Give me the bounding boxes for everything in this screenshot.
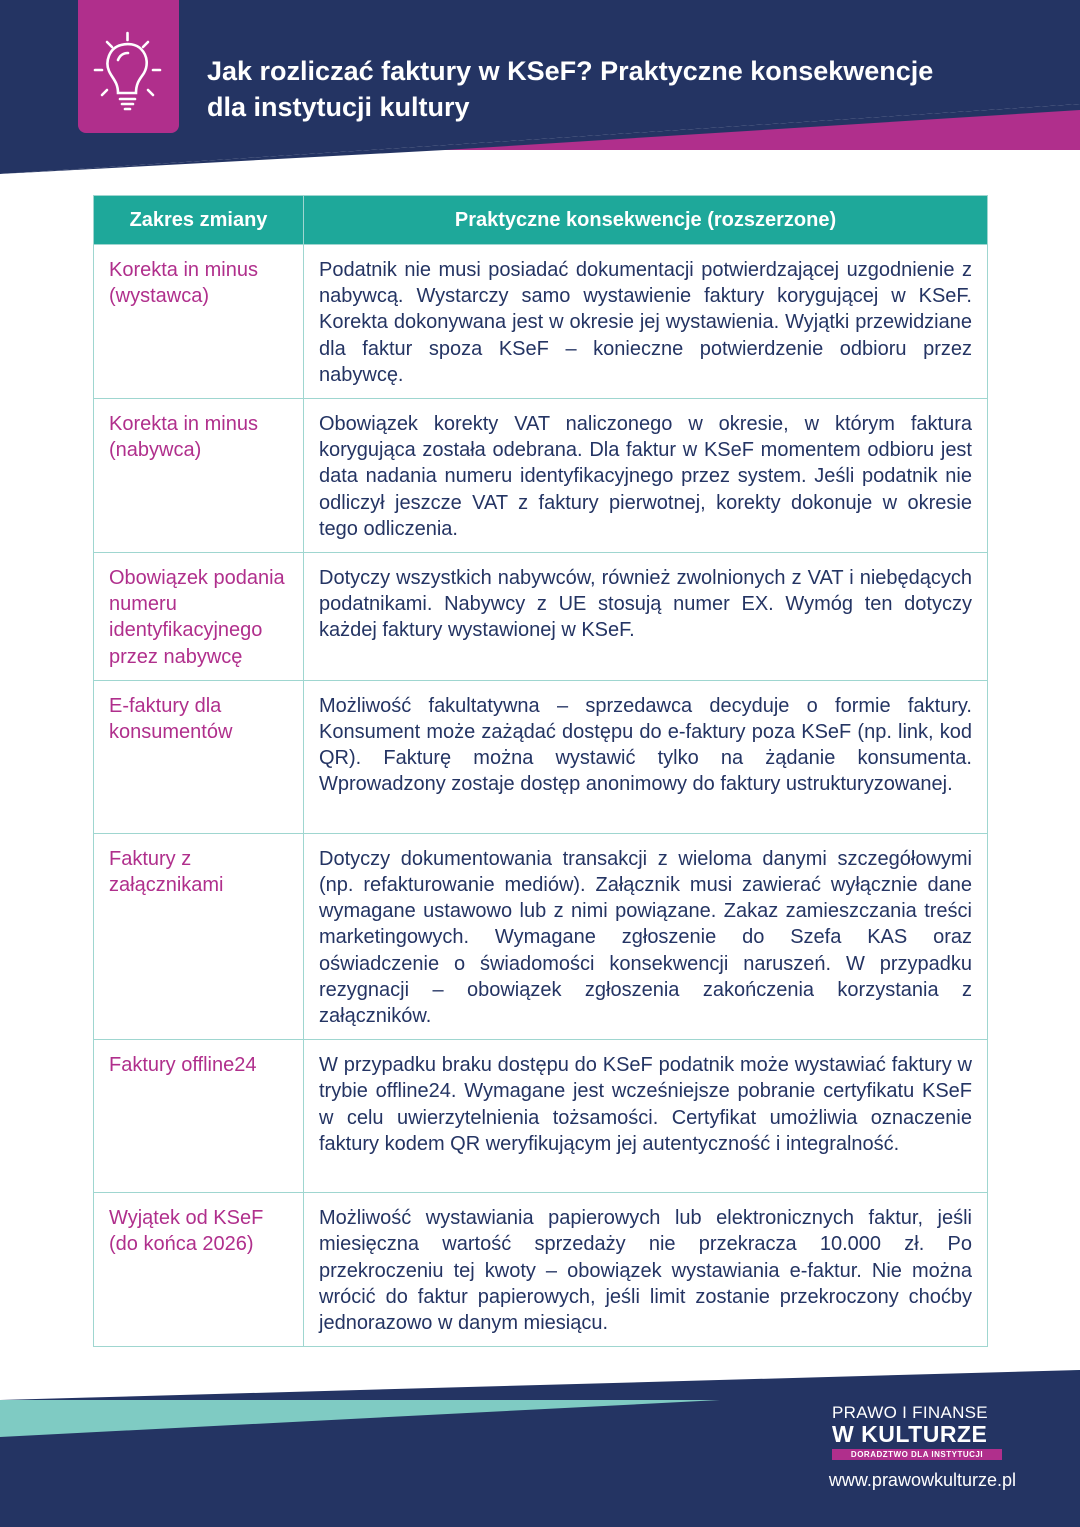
row-description: Obowiązek korekty VAT naliczonego w okresie, w którym faktura korygująca została odebrana. Dla faktur w KSeF momentem odbioru jest data nadania numeru identyfikacyjnego przez system. Jeśli podatnik nie odliczył jeszcze VAT z faktury pierwotnej, korekty dokonuje w okresie tego odliczenia. bbox=[304, 399, 988, 553]
row-term: Korekta in minus (nabywca) bbox=[94, 399, 304, 553]
table-row bbox=[94, 553, 988, 681]
row-term: Korekta in minus (wystawca) bbox=[94, 245, 304, 399]
table-row bbox=[94, 833, 988, 1039]
website-url[interactable]: www.prawowkulturze.pl bbox=[828, 1470, 1016, 1490]
column-header-consequences: Praktyczne konsekwencje (rozszerzone) bbox=[304, 196, 988, 245]
header-icon-box bbox=[78, 0, 179, 133]
row-description: Dotyczy dokumentowania transakcji z wieloma danymi szczegółowymi (np. refakturowanie mediów). Załącznik musi zawierać wyłącznie dane wymagane ustawowo lub z nimi powiązane. Zakaz zamieszczania treści marketingowych. Wymagane zgłoszenie do Szefa KAS oraz oświadczenie o świadomości konsekwencji naruszeń. W przypadku rezygnacji – obowiązek zgłoszenia zakończenia korzystania z załączników. bbox=[304, 833, 988, 1039]
row-description: W przypadku braku dostępu do KSeF podatnik może wystawiać faktury w trybie offline24. Wymagane jest wcześniejsze pobranie certyfikatu KSeF w celu uwierzytelnienia tożsamości. Certyfikat umożliwia oznaczenie faktury kodem QR weryfikującym jej autentyczność i integralność. bbox=[304, 1040, 988, 1193]
brand-line1: PRAWO I FINANSE bbox=[832, 1403, 988, 1422]
row-term: Wyjątek od KSeF (do końca 2026) bbox=[94, 1193, 304, 1347]
brand-tagline: DORADZTWO DLA INSTYTUCJI bbox=[832, 1449, 1002, 1460]
table-row bbox=[94, 1193, 988, 1347]
row-term: E-faktury dla konsumentów bbox=[94, 680, 304, 833]
table-row bbox=[94, 399, 988, 553]
table-header-row bbox=[94, 196, 988, 245]
column-header-scope: Zakres zmiany bbox=[94, 196, 304, 245]
row-description: Możliwość wystawiania papierowych lub elektronicznych faktur, jeśli miesięczna wartość sprzedaży nie przekracza 10.000 zł. Po przekroczeniu tej kwoty – obowiązek wystawiania e-faktur. Nie można wrócić do faktur papierowych, jeśli limit zostanie przekroczony choćby jednorazowo w danym miesiącu. bbox=[304, 1193, 988, 1347]
page-title-line2: dla instytucji kultury bbox=[207, 92, 470, 122]
brand-line2: W KULTURZE bbox=[832, 1421, 988, 1447]
lightbulb-icon bbox=[78, 0, 179, 133]
table-row bbox=[94, 680, 988, 833]
table-row bbox=[94, 245, 988, 399]
row-description: Dotyczy wszystkich nabywców, również zwolnionych z VAT i niebędących podatnikami. Nabywcy z UE stosują numer EX. Wymóg ten dotyczy każdej faktury wystawionej w KSeF. bbox=[304, 553, 988, 681]
table-row bbox=[94, 1040, 988, 1193]
row-term: Faktury z załącznikami bbox=[94, 833, 304, 1039]
row-description: Możliwość fakultatywna – sprzedawca decyduje o formie faktury. Konsument może zażądać dostępu do e-faktury poza KSeF (np. link, kod QR). Fakturę można wystawić tylko na żądanie konsumenta. Wprowadzony zostaje dostęp anonimowy do faktury ustrukturyzowanej. bbox=[304, 680, 988, 833]
page-title-line1: Jak rozliczać faktury w KSeF? Praktyczne konsekwencje bbox=[207, 56, 934, 86]
row-term: Obowiązek podania numeru identyfikacyjnego przez nabywcę bbox=[94, 553, 304, 681]
brand-logo bbox=[832, 1404, 1004, 1460]
row-term: Faktury offline24 bbox=[94, 1040, 304, 1193]
consequences-table-wrapper bbox=[93, 195, 988, 1347]
page-title bbox=[207, 53, 1027, 125]
row-description: Podatnik nie musi posiadać dokumentacji potwierdzającej uzgodnienie z nabywcą. Wystarczy samo wystawienie faktury korygującej w KSeF. Korekta dokonywana jest w okresie jej wystawienia. Wyjątki przewidziane dla faktur spoza KSeF – konieczne potwierdzenie odbioru przez nabywcę. bbox=[304, 245, 988, 399]
consequences-table bbox=[93, 195, 988, 1347]
